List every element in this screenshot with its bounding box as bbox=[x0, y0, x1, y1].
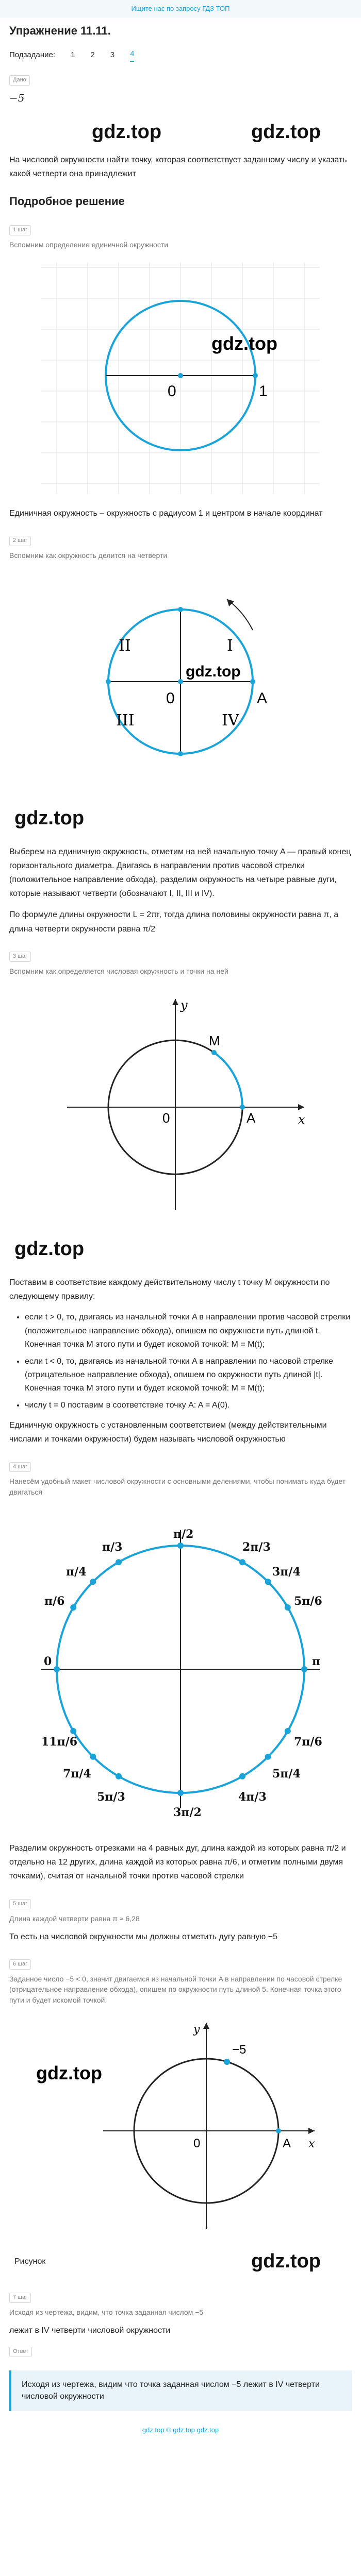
search-banner[interactable] bbox=[0, 0, 361, 18]
arc-t bbox=[214, 1053, 242, 1107]
center-point bbox=[178, 373, 183, 378]
step-subhead: Вспомним как определяется числовая окружность и точки на ней bbox=[9, 967, 228, 975]
figure-numeric-circle bbox=[9, 1504, 352, 1834]
page-title: Упражнение 11.11. bbox=[9, 24, 111, 37]
step-6 bbox=[9, 1957, 352, 2277]
watermark: gdz.top bbox=[211, 333, 277, 354]
angle-label: 5π/3 bbox=[97, 1790, 125, 1804]
angle-label: π/3 bbox=[102, 1540, 123, 1554]
step-text: Выберем на единичную окружность, отметим на ней начальную точку A — правый конец горизонтального диаметра. Двигаясь в направлении против часовой стрелки (положительное направление обхода), разделим окружность на четыре равные дуги, которые называют четверти (обозначают I, II, III и IV). bbox=[9, 847, 351, 899]
angle-label: 3π/4 bbox=[272, 1565, 301, 1579]
solution-title: Подробное решение bbox=[9, 194, 125, 208]
step-7 bbox=[9, 2291, 352, 2337]
angle-label: 0 bbox=[44, 1655, 52, 1669]
step-tag: 7 шаг bbox=[9, 2293, 31, 2303]
label-a: A bbox=[257, 689, 268, 707]
watermark: gdz.top bbox=[14, 1238, 85, 1260]
figure-caption: Рисунок bbox=[14, 2257, 46, 2266]
subpart-3[interactable]: 3 bbox=[110, 50, 115, 59]
rule-list bbox=[25, 1311, 352, 1412]
angle-label: 11π/6 bbox=[41, 1735, 78, 1749]
quarter-label: I bbox=[227, 636, 233, 655]
quarters-svg bbox=[36, 568, 325, 790]
figure-answer bbox=[9, 2012, 352, 2239]
watermark-row bbox=[9, 2246, 352, 2277]
step-subhead: Вспомним определение единичной окружности bbox=[9, 240, 169, 249]
task-text: На числовой окружности найти точку, которая соответствует заданному числу и указать какой четверти она принадлежит bbox=[9, 155, 347, 178]
x-label: x bbox=[308, 2137, 315, 2150]
numeric-circle-svg bbox=[26, 1504, 335, 1834]
label-zero: 0 bbox=[193, 2136, 201, 2150]
watermark-row bbox=[9, 117, 352, 148]
figure-point-m bbox=[9, 984, 352, 1221]
rule-item: • числу t = 0 поставим в соответствие точку A: A = A(0). bbox=[25, 1399, 352, 1412]
step-text: Единичную окружность с установленным соответствием (между действительными числами и точками окружности) будем называть числовой окружностью bbox=[9, 1421, 327, 1444]
answer-svg bbox=[26, 2012, 335, 2239]
angle-label: π bbox=[312, 1655, 321, 1669]
step-3 bbox=[9, 950, 352, 1447]
watermark-row bbox=[9, 797, 352, 840]
label-zero: 0 bbox=[162, 1110, 170, 1126]
step-tag: 5 шаг bbox=[9, 1899, 31, 1909]
angle-label: 7π/6 bbox=[294, 1735, 322, 1749]
step-2 bbox=[9, 534, 352, 936]
subpart-label: Подзадание: bbox=[9, 50, 56, 59]
step-subhead: Длина каждой четверти равна π ≈ 6,28 bbox=[9, 1914, 140, 1923]
angle-label: 5π/4 bbox=[272, 1767, 301, 1781]
quarter-label: III bbox=[116, 711, 135, 730]
figure-quarters bbox=[9, 568, 352, 790]
step-tag: 4 шаг bbox=[9, 1462, 31, 1472]
y-label: y bbox=[193, 2023, 200, 2036]
step-1 bbox=[9, 223, 352, 520]
answer-tag: Ответ bbox=[9, 2347, 32, 2357]
angle-label: π/4 bbox=[66, 1565, 87, 1579]
label-one: 1 bbox=[259, 383, 268, 400]
angle-label: 7π/4 bbox=[63, 1767, 91, 1781]
step-subhead: Исходя из чертежа, видим, что точка заданная числом −5 bbox=[9, 2308, 204, 2316]
step-text: Единичная окружность – окружность с радиусом 1 и центром в начале координат bbox=[9, 509, 323, 518]
watermark: gdz.top bbox=[186, 663, 241, 680]
step-text: Поставим в соответствие каждому действительному числу t точку M окружности по следующему правилу: bbox=[9, 1278, 330, 1301]
step-subhead: Заданное число −5 < 0, значит двигаемся из начальной точки A в направлении по часовой стрелке (отрицательное направление обхода), опишем по окружности путь длиной 5. Конечная точка этого пути и будет искомой точкой. bbox=[9, 1974, 342, 2004]
subpart-2[interactable]: 2 bbox=[90, 50, 95, 59]
angle-label: 3π/2 bbox=[173, 1806, 202, 1820]
subpart-1[interactable]: 1 bbox=[71, 50, 75, 59]
watermark: gdz.top bbox=[92, 121, 162, 143]
watermark: gdz.top bbox=[36, 2062, 102, 2083]
point-minus-5 bbox=[224, 2059, 230, 2065]
step-text: Разделим окружность отрезками на 4 равных дуг, длина каждой из которых равна π/2 и отдельно на 12 других, длина каждой из которых равна π/6, и отметим полными двумя точками), считая от начальной точки против часовой стрелки bbox=[9, 1844, 346, 1881]
step-tag: 1 шаг bbox=[9, 225, 31, 235]
search-banner-text[interactable]: Ищите нас по запросу ГДЗ ТОП bbox=[131, 4, 230, 12]
step-tag: 2 шаг bbox=[9, 536, 31, 546]
step-text: По формуле длины окружности L = 2πr, тогда длина половины окружности равна π, а длина четверти окружности равна π/2 bbox=[9, 910, 339, 934]
quarter-label: IV bbox=[222, 711, 239, 730]
step-tag: 3 шаг bbox=[9, 952, 31, 962]
angle-label: 4π/3 bbox=[238, 1790, 267, 1804]
watermark: gdz.top bbox=[251, 121, 321, 143]
subpart-selector bbox=[9, 48, 352, 62]
figure-unit-circle bbox=[9, 257, 352, 499]
angle-label: 5π/6 bbox=[294, 1595, 322, 1608]
step-tag: 6 шаг bbox=[9, 1959, 31, 1970]
point-a bbox=[250, 679, 255, 684]
point-a bbox=[240, 1105, 245, 1110]
x-label: x bbox=[298, 1112, 305, 1127]
footer[interactable]: gdz.top © gdz.top gdz.top bbox=[142, 2426, 219, 2434]
unit-circle-svg bbox=[36, 257, 325, 499]
y-label: y bbox=[180, 997, 188, 1012]
label-zero: 0 bbox=[168, 383, 176, 400]
point-a bbox=[276, 2128, 281, 2133]
answer-box: Исходя из чертежа, видим что точка заданная числом −5 лежит в IV четверти числовой окружности bbox=[9, 2370, 352, 2411]
watermark-row bbox=[9, 1228, 352, 1270]
step-text: То есть на числовой окружности мы должны отметить дугу равную −5 bbox=[9, 1932, 277, 1941]
angle-label: π/6 bbox=[44, 1595, 65, 1608]
rule-item: • если t < 0, то, двигаясь из начальной точки A в направлении по часовой стрелке (отрицательное направление обхода), опишем по окружности путь длиной |t|. Конечная точка M этого пути и будет искомой точкой: M = M(t); bbox=[25, 1355, 352, 1396]
label-a: A bbox=[283, 2136, 291, 2150]
step-subhead: Нанесём удобный макет числовой окружности с основными делениями, чтобы понимать куда будет двигаться bbox=[9, 1477, 346, 1496]
label-a: A bbox=[247, 1110, 256, 1126]
given-tag: Дано bbox=[9, 75, 30, 86]
given-value: −5 bbox=[9, 91, 25, 104]
step-subhead: Вспомним как окружность делится на четверти bbox=[9, 551, 168, 560]
watermark: gdz.top bbox=[251, 2250, 321, 2273]
unit-point bbox=[253, 373, 258, 378]
step-5 bbox=[9, 1897, 352, 1944]
label-zero: 0 bbox=[166, 689, 175, 707]
quarter-label: II bbox=[119, 636, 131, 655]
step-4 bbox=[9, 1460, 352, 1884]
watermark: gdz.top bbox=[14, 807, 85, 829]
angle-label: π/2 bbox=[173, 1528, 194, 1541]
rule-item: • если t > 0, то, двигаясь из начальной точки A в направлении против часовой стрелки (положительное направление обхода), опишем по окружности путь длиной t. Конечная точка M этого пути и будет искомой точкой: M = M(t); bbox=[25, 1311, 352, 1351]
label-m: M bbox=[209, 1032, 220, 1048]
point-m bbox=[211, 1050, 217, 1055]
subpart-4[interactable]: 4 bbox=[130, 48, 134, 62]
angle-label: 2π/3 bbox=[242, 1540, 271, 1554]
label-minus-5: −5 bbox=[232, 2042, 247, 2057]
point-m-svg bbox=[36, 984, 325, 1221]
step-text: лежит в IV четверти числовой окружности bbox=[9, 2326, 171, 2335]
